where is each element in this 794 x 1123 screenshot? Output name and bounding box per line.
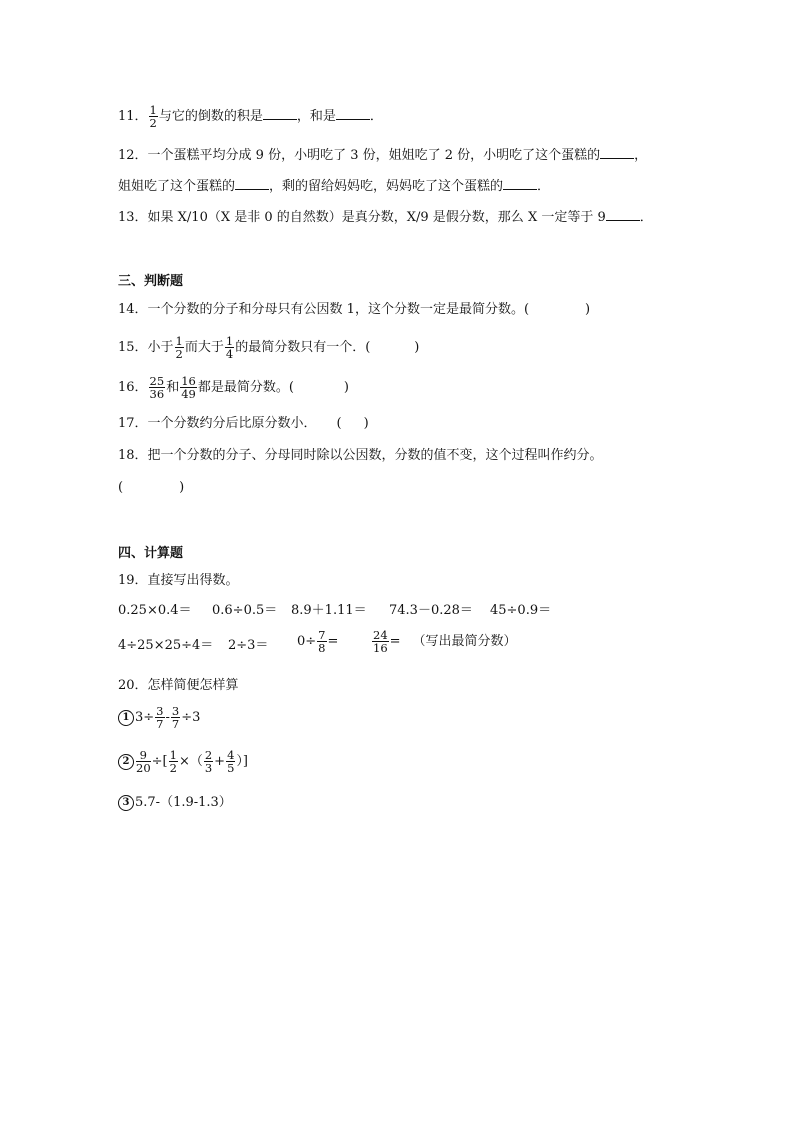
q13-text-b: ． [639, 210, 653, 225]
fraction-denominator: 2 [169, 761, 177, 775]
q18-text: 18．把一个分数的分子、分母同时除以公因数，分数的值不变，这个过程叫作约分。 [118, 448, 603, 463]
q15-close-paren: ) [414, 340, 420, 355]
q16-and: 和 [166, 380, 180, 395]
calc-item: 4÷25×25÷4＝ [118, 638, 214, 653]
calc-item: 2÷3＝ [228, 638, 269, 653]
fraction-denominator: 7 [171, 717, 180, 731]
question-13 [118, 207, 653, 227]
expr-text: 5.7-（1.9-1.3） [135, 795, 232, 810]
question-12-line-1 [118, 145, 647, 165]
q16-fraction-1 [149, 375, 166, 400]
question-12-line-2 [118, 176, 550, 196]
fraction-numerator: 1 [225, 334, 234, 348]
fraction-denominator: 36 [149, 387, 165, 401]
calc-item: 45÷0.9＝ [490, 603, 552, 618]
q20-problem-1 [118, 705, 200, 730]
q20-problem-2 [118, 749, 248, 774]
section-heading-judgement: 三、判断题 [118, 274, 184, 289]
q13-text-a: 13．如果 X/10（X 是非 0 的自然数）是真分数，X/9 是假分数，那么 X 一定等于 9 [118, 210, 606, 225]
q12-text-c: 姐姐吃了这个蛋糕的 [118, 179, 236, 194]
expr-text: - [165, 710, 170, 725]
q16-fraction-2 [180, 375, 197, 400]
fraction-denominator: 8 [318, 641, 326, 655]
answer-blank[interactable] [600, 145, 634, 159]
q17-text: 17．一个分数约分后比原分数小． [118, 416, 317, 431]
fraction-numerator: 3 [156, 704, 164, 718]
expr-text: ×（ [178, 754, 203, 769]
question-16 [118, 375, 349, 400]
calc-fraction [372, 629, 389, 654]
expr-text: 3÷ [135, 710, 155, 725]
q15-text-c: 的最简分数只有一个．( [235, 340, 371, 355]
calc-text: = [327, 634, 339, 649]
fraction-denominator: 2 [175, 347, 183, 361]
circled-number: 2 [118, 754, 134, 770]
q15-text-a: 15．小于 [118, 340, 174, 355]
fraction-denominator: 2 [149, 116, 157, 130]
fraction-numerator: 25 [149, 374, 165, 388]
q18-close-paren: ) [179, 480, 185, 495]
calc-fraction [317, 629, 326, 654]
q11-text-a: 与它的倒数的积是 [158, 109, 263, 124]
question-19-title: 19．直接写出得数。 [118, 573, 239, 588]
answer-blank[interactable] [336, 106, 370, 120]
calc-item: 0.6÷0.5＝ [212, 603, 278, 618]
fraction-numerator: 1 [169, 748, 177, 762]
q14-text: 14．一个分数的分子和分母只有公因数 1，这个分数一定是最简分数。( [118, 302, 530, 317]
fraction-denominator: 4 [225, 347, 234, 361]
fraction-numerator: 1 [175, 334, 183, 348]
question-15 [118, 335, 419, 360]
q16-text: 都是最简分数。( [197, 380, 294, 395]
question-18 [118, 447, 603, 465]
fraction-numerator: 16 [181, 374, 196, 388]
fraction-denominator: 20 [136, 761, 151, 775]
q12-text-b: ， [634, 148, 648, 163]
q15-fraction-2 [225, 335, 234, 360]
calc-note: （写出最简分数） [412, 634, 517, 649]
calc-item: 8.9＋1.11＝ [291, 603, 367, 618]
q17-close-paren: ) [363, 416, 369, 431]
q11-fraction [149, 104, 158, 129]
q12-text-d: ，剩的留给妈妈吃，妈妈吃了这个蛋糕的 [269, 179, 504, 194]
q12-text-a: 12．一个蛋糕平均分成 9 份，小明吃了 3 份，姐姐吃了 2 份，小明吃了这个蛋糕的 [118, 148, 601, 163]
fraction-denominator: 5 [227, 761, 235, 775]
question-11 [118, 104, 383, 129]
expr-fraction [169, 749, 178, 774]
fraction-numerator: 7 [318, 628, 326, 642]
q14-close-paren: ) [585, 302, 591, 317]
fraction-numerator: 1 [149, 103, 157, 117]
q11-text-c: ． [369, 109, 383, 124]
expr-text: ）] [236, 754, 248, 769]
question-14 [118, 301, 590, 319]
question-20-title: 20．怎样简便怎样算 [118, 678, 239, 693]
q16-number: 16． [118, 380, 148, 395]
expr-fraction [171, 705, 180, 730]
question-18-answer [118, 479, 184, 497]
q15-text-b: 而大于 [184, 340, 224, 355]
expr-text: ÷[ [151, 754, 168, 769]
expr-fraction [204, 749, 213, 774]
fraction-numerator: 3 [171, 704, 180, 718]
calc-text: 0÷ [297, 634, 317, 649]
calc-item: 0.25×0.4＝ [118, 603, 192, 618]
calc-item: 74.3－0.28＝ [389, 603, 473, 618]
answer-blank[interactable] [503, 176, 537, 190]
q17-open-paren: ( [336, 416, 342, 431]
q16-close-paren: ) [343, 380, 349, 395]
calc-text: = [389, 634, 401, 649]
expr-fraction [155, 705, 164, 730]
fraction-denominator: 3 [204, 761, 213, 775]
calc-item-fraction [297, 629, 338, 654]
expr-fraction [136, 749, 151, 774]
fraction-denominator: 7 [156, 717, 164, 731]
answer-blank[interactable] [235, 176, 269, 190]
fraction-numerator: 24 [373, 628, 388, 642]
calc-item-fraction [371, 629, 517, 654]
fraction-denominator: 16 [373, 641, 388, 655]
q12-text-e: ． [537, 179, 551, 194]
answer-blank[interactable] [263, 106, 297, 120]
q11-text-b: ，和是 [296, 109, 336, 124]
circled-number: 1 [118, 710, 134, 726]
expr-text: + [214, 754, 226, 769]
fraction-numerator: 2 [204, 748, 213, 762]
q11-number: 11． [118, 109, 148, 124]
expr-fraction [226, 749, 235, 774]
answer-blank[interactable] [606, 207, 640, 221]
section-heading-calculation: 四、计算题 [118, 546, 184, 561]
q20-problem-3 [118, 794, 232, 812]
fraction-numerator: 4 [227, 748, 235, 762]
q15-fraction-1 [175, 335, 184, 360]
fraction-numerator: 9 [136, 749, 151, 762]
circled-number: 3 [118, 795, 134, 811]
q18-open-paren: ( [118, 480, 124, 495]
fraction-denominator: 49 [181, 387, 196, 401]
expr-text: ÷3 [181, 710, 201, 725]
question-17 [118, 415, 369, 433]
